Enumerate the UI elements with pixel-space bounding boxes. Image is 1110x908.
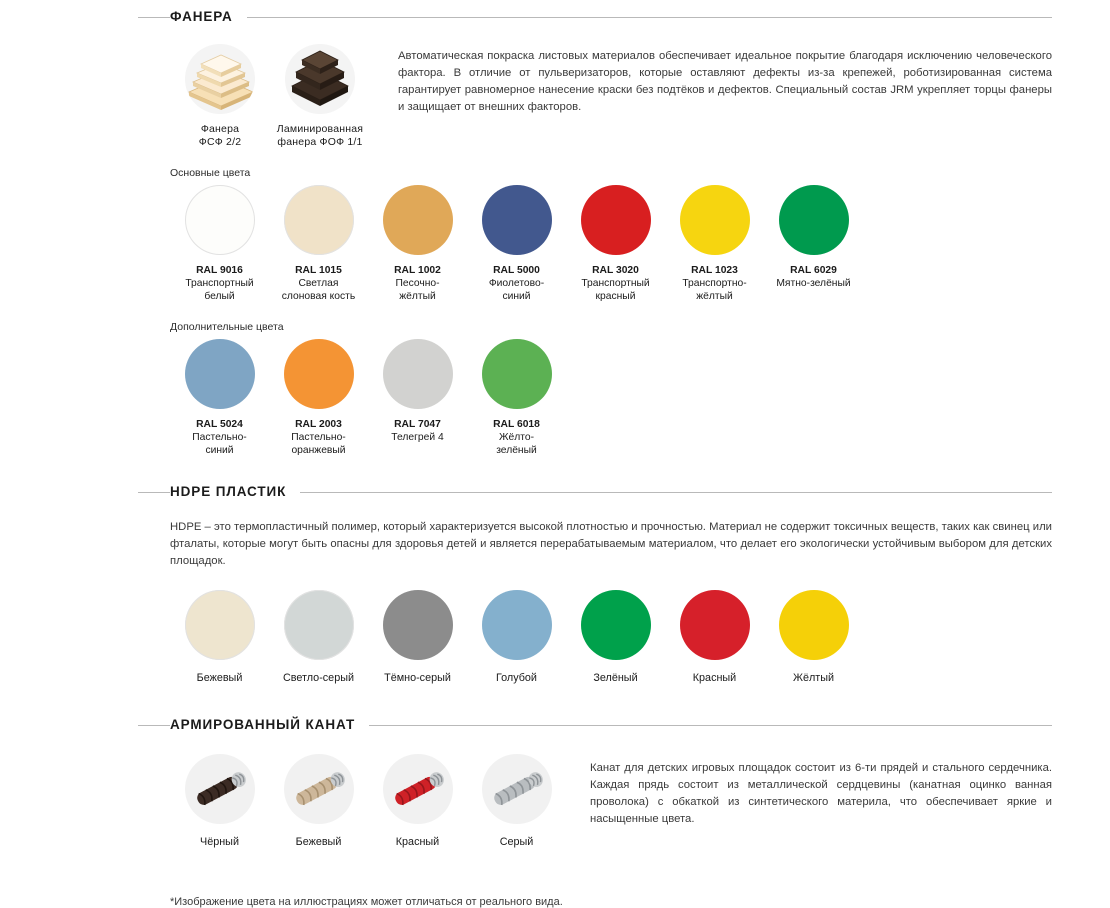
rope-color-name: Красный [395, 836, 440, 848]
color-swatch-ral-6018[interactable] [467, 339, 566, 457]
swatch-circle [779, 590, 849, 660]
rope-color-name: Бежевый [295, 836, 342, 848]
plywood-thumbnails [170, 44, 370, 149]
hdpe-swatch-light-gray[interactable] [269, 590, 368, 684]
color-code: RAL 6029 [790, 265, 837, 276]
hdpe-swatch-yellow[interactable] [764, 590, 863, 684]
swatch-circle [581, 590, 651, 660]
hdpe-swatch-beige[interactable] [170, 590, 269, 684]
swatch-circle [185, 590, 255, 660]
color-swatch-ral-1002[interactable] [368, 185, 467, 303]
plywood-main-colors-label: Основные цвета [170, 167, 251, 179]
color-code: RAL 6018 [493, 419, 540, 430]
plywood-thumb-laminated[interactable] [270, 44, 370, 149]
section-title-rope: АРМИРОВАННЫЙ КАНАТ [170, 714, 369, 736]
hdpe-swatch-green[interactable] [566, 590, 665, 684]
rope-color-name: Серый [499, 836, 534, 848]
plywood-intro-row [170, 44, 1052, 149]
rope-image-black [185, 754, 255, 824]
plywood-extra-colors [170, 339, 1052, 457]
color-code: RAL 1002 [394, 265, 441, 276]
color-name-line-1: Мятно-зелёный [776, 278, 851, 289]
color-name-line-2: оранжевый [291, 445, 346, 456]
section-header-plywood [170, 6, 1052, 32]
section-header-rope [170, 714, 1052, 740]
color-name-line-1: Пастельно- [291, 432, 346, 443]
plywood-main-colors [170, 185, 1052, 303]
color-swatch-ral-6029[interactable] [764, 185, 863, 303]
color-name-line-1: Транспортно- [682, 278, 747, 289]
section-divider [138, 17, 1052, 18]
swatch-circle [482, 339, 552, 409]
footnote: *Изображение цвета на иллюстрациях может отличаться от реального вида. [170, 896, 563, 908]
rope-swatch-black[interactable] [170, 754, 269, 848]
color-name-line-1: Светлая [298, 278, 339, 289]
hdpe-color-name: Красный [692, 672, 737, 684]
color-swatch-ral-5000[interactable] [467, 185, 566, 303]
swatch-circle [680, 590, 750, 660]
swatch-circle [680, 185, 750, 255]
color-name-line-2: синий [205, 445, 234, 456]
color-catalog-page [0, 6, 1110, 908]
rope-swatch-gray[interactable] [467, 754, 566, 848]
hdpe-colors [170, 590, 1052, 684]
rope-icon [185, 754, 255, 824]
hdpe-color-name: Тёмно-серый [384, 672, 451, 684]
color-code: RAL 5024 [196, 419, 243, 430]
hdpe-color-name: Голубой [496, 672, 537, 684]
color-code: RAL 7047 [394, 419, 441, 430]
laminated-plywood-icon [285, 50, 355, 108]
color-swatch-ral-5024[interactable] [170, 339, 269, 457]
hdpe-swatch-red[interactable] [665, 590, 764, 684]
hdpe-swatch-blue[interactable] [467, 590, 566, 684]
plywood-description: Автоматическая покраска листовых материалов обеспечивает идеальное покрытие благодаря исключению человеческого фактора. В отличие от пульверизаторов, которые оставляют дефекты из-за крепежей, роботизированная система гарантирует равномерное нанесение краски без подтёков и дефектов. Специальный состав JRM укрепляет торцы фанеры и защищает от внешних факторов. [398, 50, 1052, 113]
color-swatch-ral-3020[interactable] [566, 185, 665, 303]
color-name-line-2: слоновая кость [281, 291, 356, 302]
color-name-line-1: Песочно- [395, 278, 440, 289]
rope-swatch-red[interactable] [368, 754, 467, 848]
hdpe-color-name: Зелёный [593, 672, 638, 684]
rope-icon [383, 754, 453, 824]
color-swatch-ral-9016[interactable] [170, 185, 269, 303]
plywood-fsf-image [185, 44, 255, 114]
swatch-circle [284, 590, 354, 660]
color-name-line-2: красный [595, 291, 636, 302]
color-code: RAL 3020 [592, 265, 639, 276]
color-name-line-2: синий [502, 291, 531, 302]
swatch-circle [383, 590, 453, 660]
color-code: RAL 1023 [691, 265, 738, 276]
rope-row [170, 754, 1052, 848]
swatch-circle [185, 339, 255, 409]
hdpe-swatch-dark-gray[interactable] [368, 590, 467, 684]
rope-thumbnails [170, 754, 566, 848]
color-name-line-2: зелёный [496, 445, 537, 456]
plywood-laminated-caption-1: Ламинированная [276, 123, 364, 135]
content-column [170, 6, 1052, 908]
color-name-line-1: Пастельно- [192, 432, 247, 443]
hdpe-description: HDPE – это термопластичный полимер, который характеризуется высокой плотностью и прочностью. Материал не содержит токсичных веществ, таких как свинец или фталаты, которые могут быть опасны для здоровья детей и является перерабатываемым материалом, что делает его экологически устойчивым выбором для детских площадок. [170, 521, 1052, 567]
swatch-circle [284, 185, 354, 255]
color-name-line-2: жёлтый [399, 291, 436, 302]
color-name-line-1: Фиолетово- [488, 278, 545, 289]
color-code: RAL 9016 [196, 265, 243, 276]
color-name-line-1: Жёлто- [499, 432, 534, 443]
rope-icon [482, 754, 552, 824]
swatch-circle [383, 185, 453, 255]
hdpe-color-name: Бежевый [196, 672, 243, 684]
color-name-line-2: жёлтый [696, 291, 733, 302]
swatch-circle [482, 590, 552, 660]
plywood-fsf-caption-2: ФСФ 2/2 [198, 136, 242, 148]
swatch-circle [482, 185, 552, 255]
color-swatch-ral-7047[interactable] [368, 339, 467, 457]
hdpe-color-name: Жёлтый [792, 672, 834, 684]
swatch-circle [779, 185, 849, 255]
color-code: RAL 2003 [295, 419, 342, 430]
plywood-sheets-icon [185, 48, 255, 110]
swatch-circle [185, 185, 255, 255]
color-swatch-ral-2003[interactable] [269, 339, 368, 457]
plywood-laminated-caption-2: фанера ФОФ 1/1 [277, 136, 363, 148]
rope-color-name: Чёрный [200, 836, 239, 848]
color-name-line-2: белый [204, 291, 235, 302]
hdpe-color-name: Светло-серый [283, 672, 354, 684]
color-name-line-1: Телегрей 4 [391, 432, 444, 443]
rope-description: Канат для детских игровых площадок состоит из 6-ти прядей и стального сердечника. Каждая прядь состоит из металлической сердцевины (канатная оцинко ванная проволока) с обкаткой из синтетического материла, что обеспечивает яркие и насыщенные цвета. [590, 762, 1052, 825]
color-swatch-ral-1023[interactable] [665, 185, 764, 303]
section-title-plywood: ФАНЕРА [170, 6, 247, 28]
color-swatch-ral-1015[interactable] [269, 185, 368, 303]
swatch-circle [581, 185, 651, 255]
section-title-hdpe: HDPE ПЛАСТИК [170, 481, 300, 503]
plywood-fsf-caption-1: Фанера [200, 123, 240, 135]
rope-image-red [383, 754, 453, 824]
plywood-thumb-fsf[interactable] [170, 44, 270, 149]
color-name-line-1: Транспортный [581, 278, 650, 289]
color-code: RAL 5000 [493, 265, 540, 276]
rope-swatch-beige[interactable] [269, 754, 368, 848]
rope-image-gray [482, 754, 552, 824]
plywood-laminated-image [285, 44, 355, 114]
color-name-line-1: Транспортный [185, 278, 254, 289]
swatch-circle [284, 339, 354, 409]
section-header-hdpe [170, 481, 1052, 507]
swatch-circle [383, 339, 453, 409]
plywood-extra-colors-label: Дополнительные цвета [170, 321, 284, 333]
rope-image-beige [284, 754, 354, 824]
rope-icon [284, 754, 354, 824]
color-code: RAL 1015 [295, 265, 342, 276]
